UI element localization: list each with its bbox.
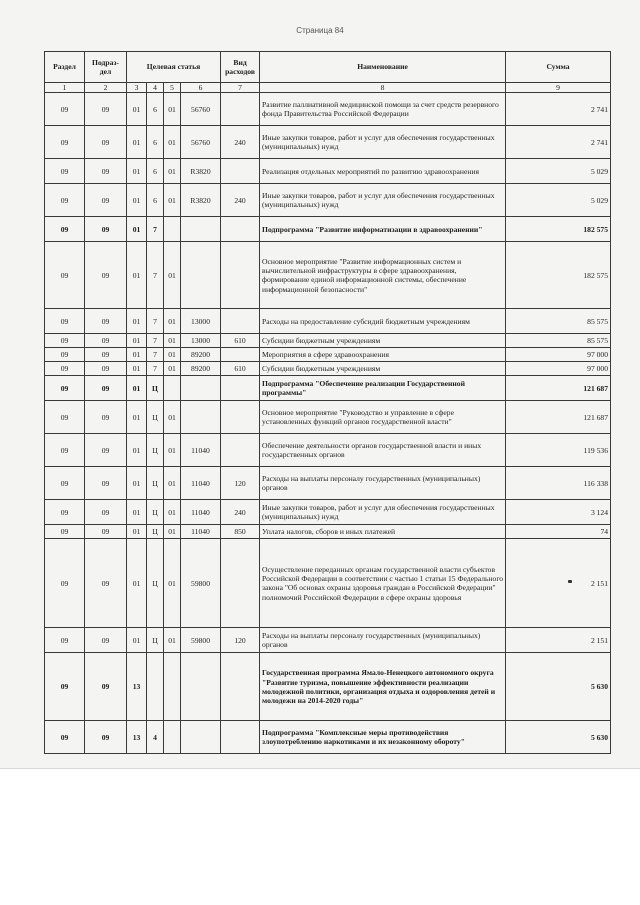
- cell-program: 01: [127, 467, 147, 500]
- cell-podrazdel: 09: [85, 500, 127, 525]
- cell-podrazdel: 09: [85, 334, 127, 348]
- cell-summa: 97 000: [506, 362, 611, 376]
- cell-subprogram: 6: [147, 93, 164, 126]
- column-number: 5: [164, 83, 181, 93]
- header-naimenovanie: Наименование: [260, 52, 506, 83]
- cell-summa: 5 630: [506, 653, 611, 721]
- cell-razdel: 09: [45, 217, 85, 242]
- cell-podrazdel: 09: [85, 401, 127, 434]
- cell-program: 01: [127, 539, 147, 628]
- cell-summa: 85 575: [506, 309, 611, 334]
- cell-podrazdel: 09: [85, 93, 127, 126]
- cell-event: 01: [164, 126, 181, 159]
- cell-podrazdel: 09: [85, 653, 127, 721]
- cell-program: 01: [127, 525, 147, 539]
- cell-naimenovanie: Расходы на предоставление субсидий бюджетным учреждениям: [260, 309, 506, 334]
- cell-razdel: 09: [45, 159, 85, 184]
- table-row: [45, 159, 611, 184]
- cell-razdel: 09: [45, 126, 85, 159]
- cell-podrazdel: 09: [85, 348, 127, 362]
- cell-direction: R3820: [181, 184, 221, 217]
- cell-podrazdel: 09: [85, 434, 127, 467]
- cell-naimenovanie: Подпрограмма "Комплексные меры противодействия злоупотреблению наркотиками и их незаконному обороту": [260, 721, 506, 754]
- cell-naimenovanie: Субсидии бюджетным учреждениям: [260, 362, 506, 376]
- header-podrazdel: Подраз-дел: [85, 52, 127, 83]
- cell-vid-rashodov: [221, 434, 260, 467]
- cell-direction: 89200: [181, 348, 221, 362]
- cell-naimenovanie: Иные закупки товаров, работ и услуг для обеспечения государственных (муниципальных) нужд: [260, 184, 506, 217]
- cell-direction: [181, 376, 221, 401]
- cell-naimenovanie: Государственная программа Ямало-Ненецкого автономного округа "Развитие туризма, повышение эффективности реализации молодежной политики, организация отдыха и оздоровления детей и молодежи на 2014-2020 годы": [260, 653, 506, 721]
- table-row: [45, 467, 611, 500]
- cell-direction: 11040: [181, 525, 221, 539]
- cell-subprogram: Ц: [147, 500, 164, 525]
- cell-subprogram: Ц: [147, 401, 164, 434]
- table-row: [45, 309, 611, 334]
- cell-subprogram: Ц: [147, 467, 164, 500]
- cell-summa: 2 151: [506, 539, 611, 628]
- header-vid-rashodov: Вид расходов: [221, 52, 260, 83]
- cell-direction: 59800: [181, 628, 221, 653]
- cell-vid-rashodov: [221, 242, 260, 309]
- cell-summa: 5 029: [506, 184, 611, 217]
- cell-vid-rashodov: [221, 159, 260, 184]
- cell-subprogram: 7: [147, 242, 164, 309]
- cell-podrazdel: 09: [85, 184, 127, 217]
- cell-summa: 85 575: [506, 334, 611, 348]
- cell-summa: 3 124: [506, 500, 611, 525]
- cell-event: 01: [164, 500, 181, 525]
- cell-razdel: 09: [45, 348, 85, 362]
- cell-direction: 11040: [181, 434, 221, 467]
- cell-program: 01: [127, 184, 147, 217]
- cell-subprogram: 7: [147, 362, 164, 376]
- cell-event: 01: [164, 525, 181, 539]
- cell-razdel: 09: [45, 500, 85, 525]
- cell-razdel: 09: [45, 309, 85, 334]
- column-number: 8: [260, 83, 506, 93]
- table-row: [45, 334, 611, 348]
- cell-vid-rashodov: 610: [221, 334, 260, 348]
- cell-program: 01: [127, 334, 147, 348]
- cell-naimenovanie: Реализация отдельных мероприятий по развитию здравоохранения: [260, 159, 506, 184]
- cell-naimenovanie: Подпрограмма "Развитие информатизации в здравоохранении": [260, 217, 506, 242]
- cell-direction: [181, 242, 221, 309]
- cell-program: 01: [127, 217, 147, 242]
- column-number: 3: [127, 83, 147, 93]
- cell-naimenovanie: Подпрограмма "Обеспечение реализации Государственной программы": [260, 376, 506, 401]
- cell-event: 01: [164, 362, 181, 376]
- cell-podrazdel: 09: [85, 539, 127, 628]
- table-row: [45, 434, 611, 467]
- column-number: 4: [147, 83, 164, 93]
- cell-podrazdel: 09: [85, 362, 127, 376]
- cell-razdel: 09: [45, 376, 85, 401]
- cell-vid-rashodov: [221, 721, 260, 754]
- table-row: [45, 376, 611, 401]
- cell-podrazdel: 09: [85, 309, 127, 334]
- cell-vid-rashodov: [221, 401, 260, 434]
- table-row: [45, 126, 611, 159]
- column-number-row: [45, 83, 611, 93]
- cell-event: 01: [164, 434, 181, 467]
- cell-vid-rashodov: [221, 309, 260, 334]
- table-row: [45, 242, 611, 309]
- page-label: Страница 84: [296, 26, 344, 35]
- cell-program: 01: [127, 362, 147, 376]
- cell-naimenovanie: Иные закупки товаров, работ и услуг для обеспечения государственных (муниципальных) нужд: [260, 500, 506, 525]
- table-row: [45, 653, 611, 721]
- cell-event: 01: [164, 242, 181, 309]
- cell-summa: 121 687: [506, 401, 611, 434]
- cell-summa: 119 536: [506, 434, 611, 467]
- table-body: [45, 93, 611, 754]
- cell-podrazdel: 09: [85, 628, 127, 653]
- cell-vid-rashodov: [221, 376, 260, 401]
- cell-subprogram: Ц: [147, 525, 164, 539]
- cell-program: 01: [127, 242, 147, 309]
- cell-program: 01: [127, 434, 147, 467]
- cell-program: 01: [127, 126, 147, 159]
- column-number: 7: [221, 83, 260, 93]
- cell-summa: 182 575: [506, 217, 611, 242]
- cell-program: 01: [127, 401, 147, 434]
- cell-direction: R3820: [181, 159, 221, 184]
- cell-naimenovanie: Мероприятия в сфере здравоохранения: [260, 348, 506, 362]
- cell-naimenovanie: Расходы на выплаты персоналу государственных (муниципальных) органов: [260, 628, 506, 653]
- column-number: 6: [181, 83, 221, 93]
- table-row: [45, 362, 611, 376]
- cell-razdel: 09: [45, 467, 85, 500]
- cell-event: 01: [164, 467, 181, 500]
- cell-direction: [181, 401, 221, 434]
- cell-subprogram: 7: [147, 309, 164, 334]
- cell-subprogram: 7: [147, 348, 164, 362]
- table-row: [45, 348, 611, 362]
- cell-event: [164, 376, 181, 401]
- cell-direction: 56760: [181, 126, 221, 159]
- cell-summa: 2 151: [506, 628, 611, 653]
- cell-subprogram: Ц: [147, 628, 164, 653]
- cell-subprogram: 6: [147, 126, 164, 159]
- cell-direction: 11040: [181, 500, 221, 525]
- cell-summa: 182 575: [506, 242, 611, 309]
- cell-podrazdel: 09: [85, 217, 127, 242]
- cell-direction: [181, 217, 221, 242]
- cell-direction: [181, 721, 221, 754]
- table-row: [45, 525, 611, 539]
- cell-podrazdel: 09: [85, 376, 127, 401]
- cell-direction: 89200: [181, 362, 221, 376]
- cell-razdel: 09: [45, 525, 85, 539]
- cell-program: 01: [127, 628, 147, 653]
- cell-vid-rashodov: 120: [221, 628, 260, 653]
- header-summa: Сумма: [506, 52, 611, 83]
- table-row: [45, 93, 611, 126]
- cell-razdel: 09: [45, 362, 85, 376]
- cell-subprogram: Ц: [147, 434, 164, 467]
- table-row: [45, 401, 611, 434]
- cell-naimenovanie: Субсидии бюджетным учреждениям: [260, 334, 506, 348]
- cell-naimenovanie: Расходы на выплаты персоналу государственных (муниципальных) органов: [260, 467, 506, 500]
- cell-direction: 56760: [181, 93, 221, 126]
- cell-summa: 74: [506, 525, 611, 539]
- cell-subprogram: Ц: [147, 539, 164, 628]
- cell-subprogram: 6: [147, 159, 164, 184]
- cell-event: 01: [164, 539, 181, 628]
- cell-naimenovanie: Обеспечение деятельности органов государственной власти и иных государственных органов: [260, 434, 506, 467]
- cell-razdel: 09: [45, 93, 85, 126]
- table-row: [45, 721, 611, 754]
- cell-vid-rashodov: 120: [221, 467, 260, 500]
- cell-event: 01: [164, 93, 181, 126]
- cell-summa: 121 687: [506, 376, 611, 401]
- cell-vid-rashodov: 240: [221, 184, 260, 217]
- table-row: [45, 539, 611, 628]
- cell-program: 01: [127, 348, 147, 362]
- table-row: [45, 500, 611, 525]
- cell-naimenovanie: Иные закупки товаров, работ и услуг для обеспечения государственных (муниципальных) нужд: [260, 126, 506, 159]
- cell-subprogram: 7: [147, 217, 164, 242]
- cell-naimenovanie: Уплата налогов, сборов и иных платежей: [260, 525, 506, 539]
- table-row: [45, 184, 611, 217]
- table-row: [45, 217, 611, 242]
- cell-vid-rashodov: [221, 653, 260, 721]
- cell-naimenovanie: Основное мероприятие "Развитие информационных систем и вычислительной инфраструктуры в сфере здравоохранения, формирование единой информационной системы, обеспечение информационной безопасности": [260, 242, 506, 309]
- cell-naimenovanie: Развитие паллиативной медицинской помощи за счет средств резервного фонда Правительства Российской Федерации: [260, 93, 506, 126]
- cell-vid-rashodov: [221, 539, 260, 628]
- cell-vid-rashodov: 610: [221, 362, 260, 376]
- cell-razdel: 09: [45, 242, 85, 309]
- cell-naimenovanie: Осуществление переданных органам государственной власти субъектов Российской Федерации в соответствии с частью 1 статьи 15 Федерального закона "Об основах охраны здоровья граждан в Российской Федерации" полномочий Российской Федерации в сфере охраны здоровья: [260, 539, 506, 628]
- cell-event: 01: [164, 184, 181, 217]
- cell-event: 01: [164, 309, 181, 334]
- cell-podrazdel: 09: [85, 525, 127, 539]
- cell-subprogram: 6: [147, 184, 164, 217]
- cell-razdel: 09: [45, 401, 85, 434]
- cell-summa: 97 000: [506, 348, 611, 362]
- cell-summa: 2 741: [506, 126, 611, 159]
- cell-program: 01: [127, 93, 147, 126]
- cell-summa: 2 741: [506, 93, 611, 126]
- cell-vid-rashodov: 240: [221, 500, 260, 525]
- cell-naimenovanie: Основное мероприятие "Руководство и управление в сфере установленных функций органов государственной власти": [260, 401, 506, 434]
- cell-direction: 11040: [181, 467, 221, 500]
- cell-program: 01: [127, 309, 147, 334]
- cell-razdel: 09: [45, 334, 85, 348]
- cell-razdel: 09: [45, 539, 85, 628]
- cell-podrazdel: 09: [85, 467, 127, 500]
- cell-direction: 13000: [181, 334, 221, 348]
- column-number: 2: [85, 83, 127, 93]
- column-number: 1: [45, 83, 85, 93]
- cell-event: 01: [164, 348, 181, 362]
- scan-mark: [568, 580, 572, 583]
- cell-summa: 116 338: [506, 467, 611, 500]
- header-row: [45, 52, 611, 83]
- cell-event: [164, 217, 181, 242]
- cell-event: 01: [164, 159, 181, 184]
- cell-event: [164, 653, 181, 721]
- cell-summa: 5 029: [506, 159, 611, 184]
- cell-direction: 13000: [181, 309, 221, 334]
- cell-event: 01: [164, 628, 181, 653]
- cell-event: 01: [164, 334, 181, 348]
- budget-table: [44, 51, 611, 754]
- cell-vid-rashodov: [221, 217, 260, 242]
- cell-podrazdel: 09: [85, 126, 127, 159]
- cell-program: 01: [127, 376, 147, 401]
- cell-razdel: 09: [45, 434, 85, 467]
- header-celevaya-statya: Целевая статья: [127, 52, 221, 83]
- cell-razdel: 09: [45, 721, 85, 754]
- cell-direction: [181, 653, 221, 721]
- table-row: [45, 628, 611, 653]
- cell-razdel: 09: [45, 184, 85, 217]
- cell-program: 01: [127, 500, 147, 525]
- cell-vid-rashodov: [221, 348, 260, 362]
- cell-program: 13: [127, 721, 147, 754]
- cell-subprogram: 7: [147, 334, 164, 348]
- cell-subprogram: [147, 653, 164, 721]
- cell-razdel: 09: [45, 653, 85, 721]
- cell-subprogram: Ц: [147, 376, 164, 401]
- cell-podrazdel: 09: [85, 159, 127, 184]
- cell-vid-rashodov: 240: [221, 126, 260, 159]
- cell-podrazdel: 09: [85, 721, 127, 754]
- cell-program: 01: [127, 159, 147, 184]
- cell-event: [164, 721, 181, 754]
- cell-event: 01: [164, 401, 181, 434]
- cell-subprogram: 4: [147, 721, 164, 754]
- cell-summa: 5 630: [506, 721, 611, 754]
- cell-direction: 59800: [181, 539, 221, 628]
- column-number: 9: [506, 83, 611, 93]
- cell-razdel: 09: [45, 628, 85, 653]
- cell-podrazdel: 09: [85, 242, 127, 309]
- cell-program: 13: [127, 653, 147, 721]
- header-razdel: Раздел: [45, 52, 85, 83]
- cell-vid-rashodov: [221, 93, 260, 126]
- cell-vid-rashodov: 850: [221, 525, 260, 539]
